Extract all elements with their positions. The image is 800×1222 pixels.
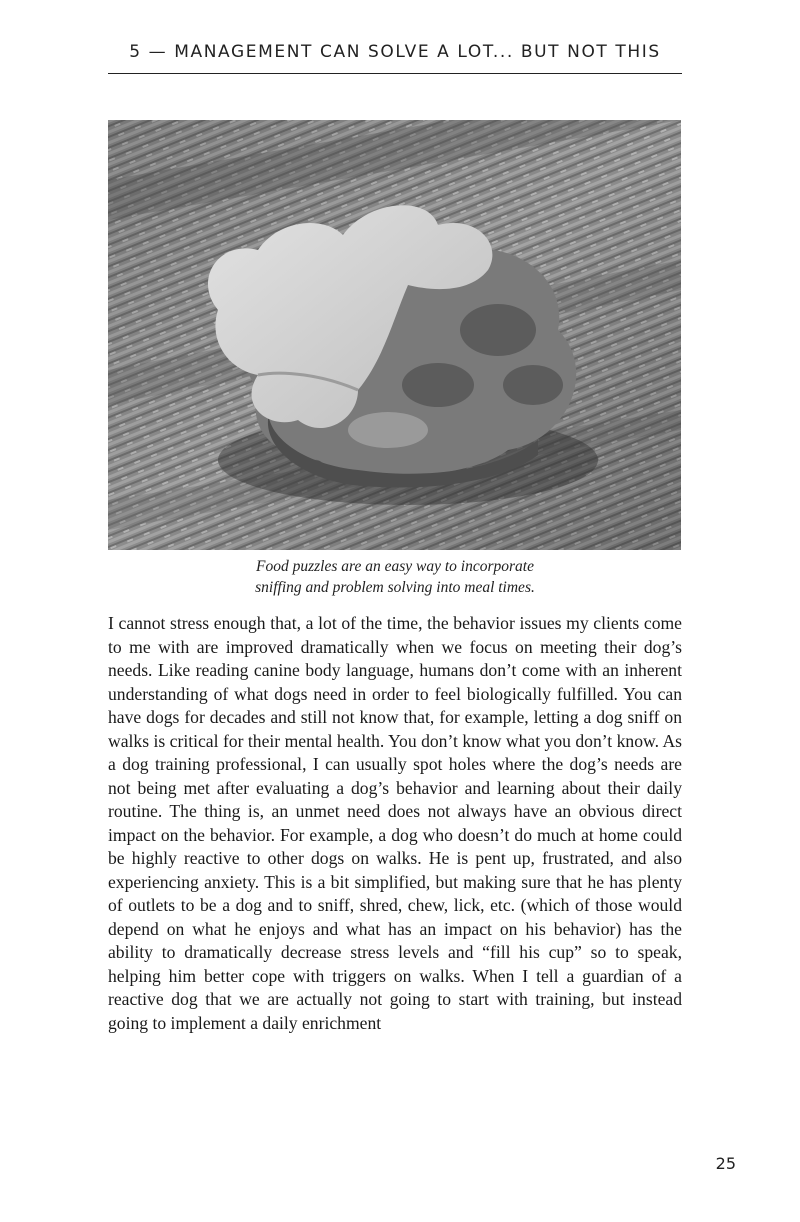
food-puzzle-photo [108,120,681,550]
caption-line-1: Food puzzles are an easy way to incorporate [256,558,534,575]
header-rule [108,73,682,74]
body-paragraph: I cannot stress enough that, a lot of the time, the behavior issues my clients come to me with are improved dramatically when we focus on meeting their dog’s needs. Like reading canine body language, humans don’t come with an inherent understanding of what dogs need in order to feel biologically fulfilled. You can have dogs for decades and still not know that, for example, letting a dog sniff on walks is critical for their mental health. You don’t know what you don’t know. As a dog training professional, I can usually spot holes where the dog’s needs are not being met after evaluating a dog’s behavior and learning about their daily routine. The thing is, an unmet need does not always have an obvious direct impact on the behavior. For example, a dog who doesn’t do much at home could be highly reactive to other dogs on walks. He is pent up, frustrated, and also experiencing anxiety. This is a bit simplified, but making sure that he has plenty of outlets to be a dog and to sniff, shred, chew, lick, etc. (which of those would depend on what he enjoys and what has an impact on his behavior) has the ability to dramatically decrease stress levels and “fill his cup” so to speak, helping him better cope with triggers on walks. When I tell a guardian of a reactive dog that we are actually not going to start with training, but instead going to implement a daily enrichment [108,613,682,1033]
food-puzzle-illustration [108,120,681,550]
page-number: 25 [715,1154,736,1173]
figure-caption [108,556,682,598]
running-header: 5 — MANAGEMENT CAN SOLVE A LOT... BUT NOT THIS [129,42,661,62]
caption-line-2: sniffing and problem solving into meal times. [255,579,535,596]
